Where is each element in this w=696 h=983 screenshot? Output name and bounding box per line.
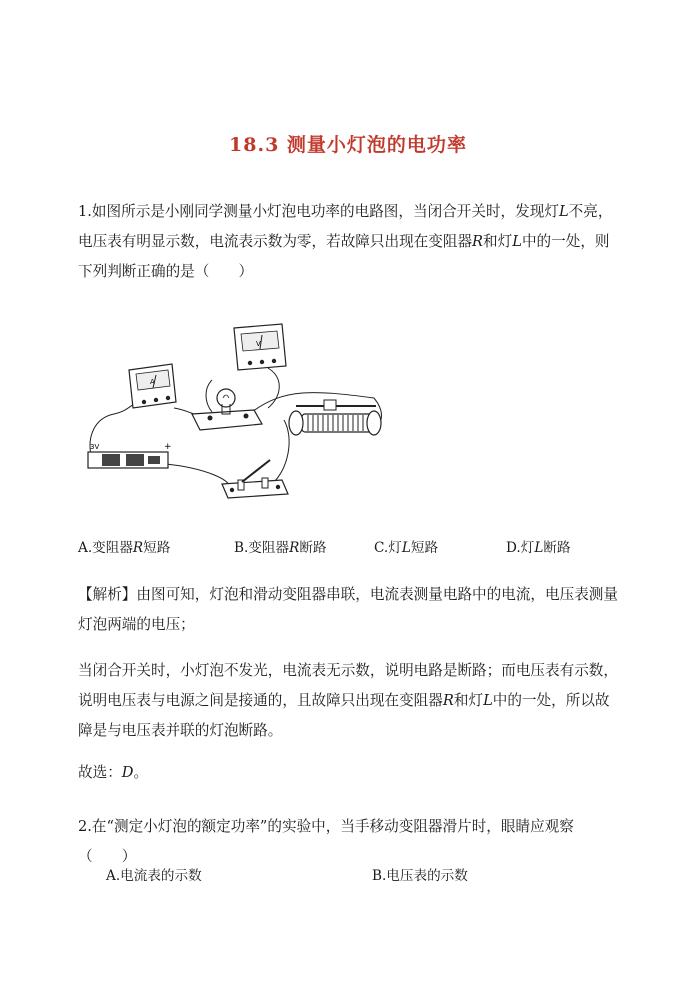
option-c-suffix: 短路: [410, 540, 439, 556]
option-d-prefix: D.灯: [506, 540, 535, 556]
option-a-prefix: A.变阻器: [78, 540, 133, 556]
analysis-p2-b: 和灯: [453, 692, 484, 709]
svg-text:+: +: [164, 442, 172, 452]
switch: [222, 460, 288, 498]
option-a-suffix: 短路: [143, 540, 171, 556]
q1-text-d: 中的一处，则下列判断正确的是（ ）: [78, 233, 610, 280]
question-2-text: 2.在“测定小灯泡的额定功率”的实验中，当手移动变阻器滑片时，眼睛应观察（ ）: [78, 818, 574, 865]
option-b-prefix: B.变阻器: [234, 540, 290, 556]
lamp: [192, 389, 262, 430]
ammeter: [129, 364, 176, 408]
question-1-options: [78, 536, 618, 560]
analysis-p2-a: 当闭合开关时，小灯泡不发光，电流表无示数，说明电路是断路；而电压表有示数，说明电压表与电源之间是接通的，且故障只出现在变阻器: [78, 662, 618, 709]
q1-var-l: L: [558, 203, 569, 220]
analysis-paragraph-2: [78, 656, 618, 746]
rheostat: [289, 400, 381, 435]
answer-choice: D: [121, 764, 134, 781]
circuit-diagram: [84, 318, 394, 514]
analysis-p2-var-l: L: [483, 692, 493, 709]
answer-suffix: 。: [133, 764, 149, 781]
battery-label: 3V: [90, 443, 100, 451]
ammeter-label: A: [150, 378, 155, 386]
option-a-var: R: [132, 540, 144, 556]
voltmeter-label: V: [256, 340, 261, 348]
q1-text-a: 1.如图所示是小刚同学测量小灯泡电功率的电路图，当闭合开关时，发现灯: [78, 203, 559, 220]
answer-prefix: 故选：: [78, 764, 122, 781]
option-c-var: L: [401, 540, 411, 556]
q2-option-a: A.电流表的示数: [106, 868, 202, 884]
option-d-var: L: [534, 540, 544, 556]
q1-var-l-2: L: [512, 233, 522, 250]
option-d-suffix: 断路: [543, 540, 571, 556]
answer-line: [78, 761, 148, 782]
option-c: [374, 536, 438, 556]
option-d: [506, 536, 571, 556]
option-b: [234, 536, 327, 556]
analysis-p2-var-r: R: [442, 692, 454, 709]
option-b-suffix: 断路: [299, 540, 327, 556]
q2-option-b: B.电压表的示数: [372, 868, 468, 884]
voltmeter: [234, 324, 286, 370]
q1-text-b: 不亮，电压表有明显示数，电流表示数为零，若故障只出现在变阻器: [78, 203, 613, 250]
option-a: [78, 536, 170, 556]
q1-text-c: 和灯: [483, 233, 513, 250]
analysis-paragraph-1: 【解析】由图可知，灯泡和滑动变阻器串联，电流表测量电路中的电流，电压表测量灯泡两端的电压；: [78, 586, 618, 633]
option-b-var: R: [289, 540, 300, 556]
page-title: 18.3 测量小灯泡的电功率: [229, 134, 467, 156]
q1-var-r: R: [472, 233, 484, 250]
question-1-text: [78, 197, 618, 287]
option-c-prefix: C.灯: [374, 540, 402, 556]
analysis-p2-c: 中的一处，所以故障是与电压表并联的灯泡断路。: [78, 692, 610, 739]
battery: [88, 442, 172, 468]
